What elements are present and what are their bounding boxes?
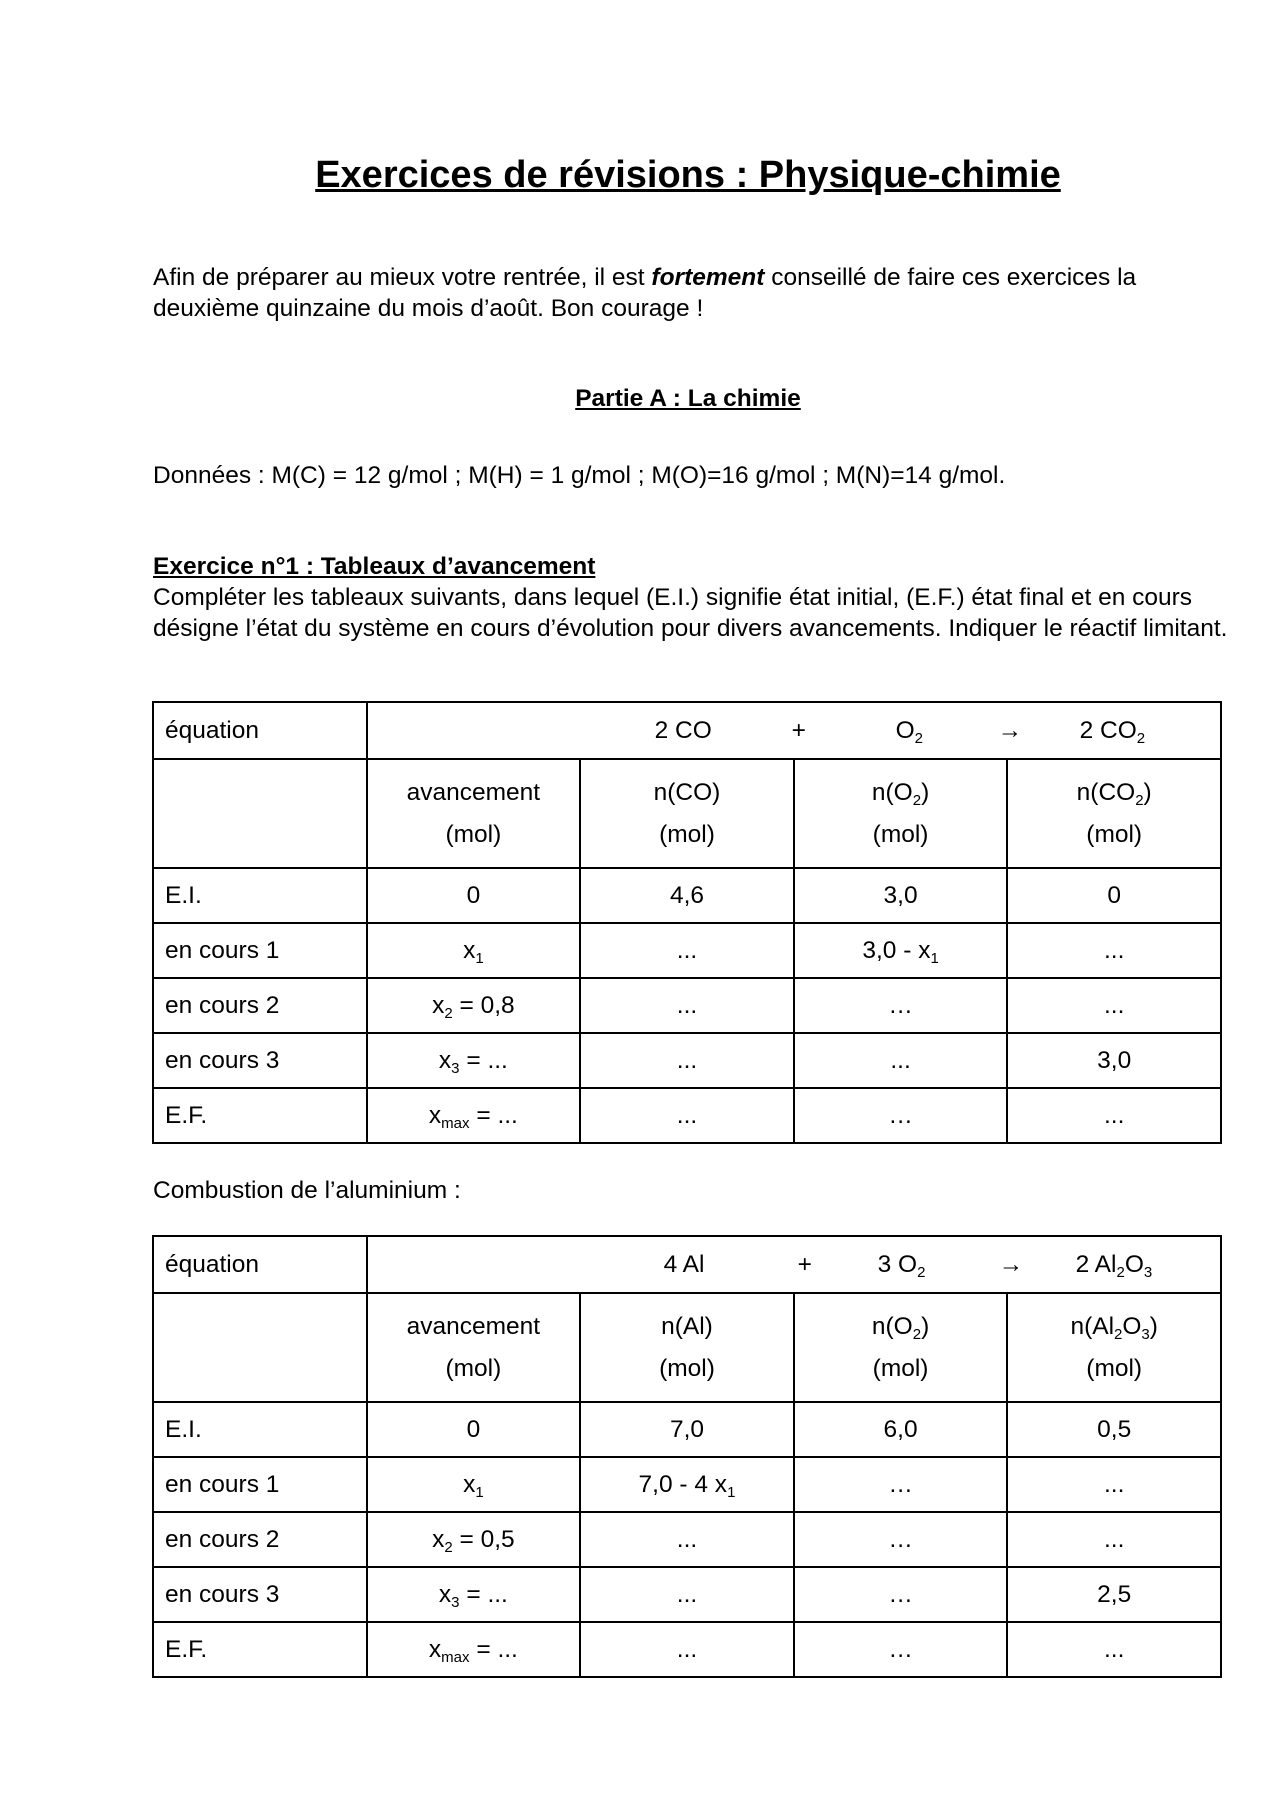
reaction-arrow: →: [997, 716, 1023, 744]
table-row: [153, 1567, 1221, 1622]
table-row: [153, 1033, 1221, 1088]
cell: $x_1$: [367, 923, 581, 978]
row-label: en cours 2: [153, 978, 367, 1033]
reactant-1: 4 Al: [663, 1250, 705, 1278]
plus-sign: +: [791, 716, 806, 744]
header-row: [153, 759, 1221, 868]
cell: ...: [1007, 1512, 1221, 1567]
row-label: en cours 1: [153, 923, 367, 978]
cell: ...: [580, 978, 794, 1033]
table-row: [153, 978, 1221, 1033]
cell: ...: [1007, 1622, 1221, 1677]
cell: 4,6: [580, 868, 794, 923]
cell: $x_{max}$ = ...: [367, 1622, 581, 1677]
header-row: [153, 1293, 1221, 1402]
cell: $3,0 - x_1$: [794, 923, 1008, 978]
exercise-1-title: Exercice n°1 : Tableaux d’avancement: [153, 553, 596, 580]
header-n-o2: $n(O_2)$ (mol): [794, 759, 1008, 868]
advancement-table-co: [152, 701, 1222, 1144]
intro-paragraph: Afin de préparer au mieux votre rentrée, il est fortement conseillé de faire ces exercices la deuxième quinzaine du mois d’août. Bon courage !: [153, 264, 1137, 322]
equation-label: équation: [153, 702, 367, 759]
cell: 3,0: [794, 868, 1008, 923]
cell: ...: [580, 1622, 794, 1677]
reactant-2: 3 $O_2$: [877, 1250, 926, 1281]
table-row: [153, 1088, 1221, 1143]
cell: $x_{max}$ = ...: [367, 1088, 581, 1143]
table-row: [153, 1402, 1221, 1457]
table-row: [153, 1512, 1221, 1567]
header-n-al2o3: $n(Al_2O_3)$ (mol): [1007, 1293, 1221, 1402]
equation-row: [153, 702, 1221, 759]
equation-cell: [367, 1236, 1221, 1293]
row-label: E.I.: [153, 868, 367, 923]
cell: ...: [580, 923, 794, 978]
cell: ...: [580, 1088, 794, 1143]
row-label: E.F.: [153, 1088, 367, 1143]
cell: 0: [367, 868, 581, 923]
row-label: E.I.: [153, 1402, 367, 1457]
header-empty: [153, 1293, 367, 1402]
cell: $x_1$: [367, 1457, 581, 1512]
cell: $x_2 = 0,8$: [367, 978, 581, 1033]
exercise-1-instructions: Compléter les tableaux suivants, dans lequel (E.I.) signifie état initial, (E.F.) état final et en cours désigne l’état du système en cours d’évolution pour divers avancements. Indiquer le réactif limitant.: [153, 584, 1228, 642]
header-n-o2: $n(O_2)$ (mol): [794, 1293, 1008, 1402]
cell: 7,0: [580, 1402, 794, 1457]
advancement-table-aluminium: [152, 1235, 1222, 1678]
page-title: Exercices de révisions : Physique-chimie: [315, 154, 1061, 196]
equation-cell: [367, 702, 1221, 759]
header-avancement: avancement (mol): [367, 759, 581, 868]
cell: 0: [1007, 868, 1221, 923]
table-row: [153, 1457, 1221, 1512]
cell: $x_3$ = ...: [367, 1567, 581, 1622]
part-a-heading: Partie A : La chimie: [575, 385, 801, 412]
cell: ...: [1007, 978, 1221, 1033]
cell: ...: [580, 1033, 794, 1088]
cell: ...: [580, 1567, 794, 1622]
cell: ...: [1007, 1457, 1221, 1512]
cell: 2,5: [1007, 1567, 1221, 1622]
data-line: Données : M(C) = 12 g/mol ; M(H) = 1 g/mol ; M(O)=16 g/mol ; M(N)=14 g/mol.: [153, 462, 1006, 489]
intro-emphasis: fortement: [651, 264, 765, 291]
row-label: E.F.: [153, 1622, 367, 1677]
row-label: en cours 2: [153, 1512, 367, 1567]
header-n-co: n(CO) (mol): [580, 759, 794, 868]
table-row: [153, 868, 1221, 923]
reactant-1: 2 CO: [654, 716, 712, 744]
row-label: en cours 3: [153, 1567, 367, 1622]
product: 2 $Al_2O_3$: [1075, 1250, 1153, 1281]
cell: $x_3$ = ...: [367, 1033, 581, 1088]
product: 2 $CO_2$: [1079, 716, 1146, 747]
cell: ...: [580, 1512, 794, 1567]
header-n-al: n(Al) (mol): [580, 1293, 794, 1402]
reactant-2: $O_2$: [895, 716, 923, 747]
row-label: en cours 3: [153, 1033, 367, 1088]
equation-row: [153, 1236, 1221, 1293]
cell: ...: [1007, 1088, 1221, 1143]
cell: …: [794, 978, 1008, 1033]
cell: …: [794, 1088, 1008, 1143]
cell: 0: [367, 1402, 581, 1457]
reaction-arrow: →: [998, 1250, 1024, 1278]
cell: …: [794, 1622, 1008, 1677]
cell: …: [794, 1457, 1008, 1512]
cell: ...: [794, 1033, 1008, 1088]
row-label: en cours 1: [153, 1457, 367, 1512]
combustion-label: Combustion de l’aluminium :: [153, 1177, 461, 1204]
cell: 0,5: [1007, 1402, 1221, 1457]
equation-label: équation: [153, 1236, 367, 1293]
cell: $x_2 = 0,5$: [367, 1512, 581, 1567]
header-empty: [153, 759, 367, 868]
cell: …: [794, 1567, 1008, 1622]
cell: 3,0: [1007, 1033, 1221, 1088]
table-row: [153, 923, 1221, 978]
header-avancement: avancement (mol): [367, 1293, 581, 1402]
cell: 7,0 - 4 $x_1$: [580, 1457, 794, 1512]
plus-sign: +: [797, 1250, 812, 1278]
cell: …: [794, 1512, 1008, 1567]
cell: 6,0: [794, 1402, 1008, 1457]
header-n-co2: $n(CO_2)$ (mol): [1007, 759, 1221, 868]
cell: ...: [1007, 923, 1221, 978]
table-row: [153, 1622, 1221, 1677]
